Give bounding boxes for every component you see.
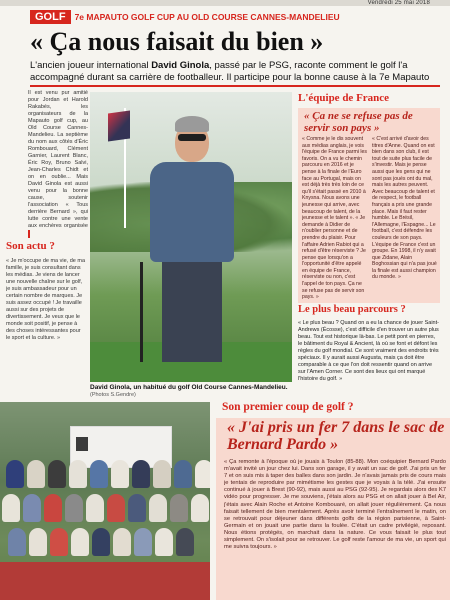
group-person (174, 460, 192, 488)
equipe-france-title: L'équipe de France (298, 92, 390, 104)
group-person (71, 528, 89, 556)
main-photo (90, 92, 292, 382)
group-row-middle (2, 494, 209, 522)
group-person (92, 528, 110, 556)
beau-parcours-title: Le plus beau parcours ? (298, 304, 406, 315)
group-person (134, 528, 152, 556)
group-person (176, 528, 194, 556)
group-photo (0, 402, 210, 600)
son-actu-body: « Je m'occupe de ma vie, de ma famille, je suis consultant dans les médias. Je viens de lancer une nouvelle chaîne sur le golf, je suis ambassadeur pour un certain nombre de marques. Je suis assez occupé ! Je travaille aussi sur des projets de divertissement. Je veux que le monde soit positif, je pense à des choses intéressantes pour le sport et la culture. » (6, 258, 86, 341)
rubric-tag: GOLF (30, 10, 71, 24)
group-person (195, 460, 210, 488)
headline: « Ça nous faisait du bien » (30, 27, 324, 56)
group-person (111, 460, 129, 488)
group-person (29, 528, 47, 556)
group-person (132, 460, 150, 488)
photo-person-legs (162, 257, 222, 362)
intro-text-end: , passé par le PSG, raconte comment le golf l'a accompagné durant sa carrière de footballeur. Il participe pour la bonne cause à la 7e Mapauto (30, 60, 430, 83)
group-person (50, 528, 68, 556)
photo-person-sunglasses (178, 134, 206, 141)
intro-paragraph (30, 60, 435, 83)
section-rubric (30, 10, 340, 24)
group-person (86, 494, 104, 522)
equipe-france-col-a: « Comme je le dis souvent aux médias anglais, je vois l'équipe de France parmi les favoris. On a vu le chemin parcouru en 2016 et je pense à la finale de l'Euro face au Portugal, mais on est déjà très très loin de ce qu'il s'était passé en 2010 à Knysna. Nous avons une jeunesse qui arrive, avec beaucoup de talent, de la jeunesse et le talent ». « Je demande à Didier de n'oublier personne et de prendre du plaisir. Pour l'affaire Adrien Rabiot qui a refusé d'être réserviste ? Je pense que lorsqu'on a l'opportunité d'être appelé en équipe de France, réserviste ou non, c'est l'appel de ton pays. Ça ne se refuse pas de servir son pays. » (302, 136, 367, 301)
left-column-text: Il est venu pur amitié pour Jordan et Harold Rakabés, les organisateurs de la Mapauto golf cup, au Old Course Cannes-Mandelieu. La septième du nom aux côtés d'Éric Rombouard, Clément Garnier, Laurent Blanc, Éric Roy, Bruno Salvi, Jean-Charles Chidt et on en oublie... Mais David Ginola est aussi venu pour la bonne cause, soutenir l'association « Tous derrière Bernard », qui lutte contre une vente aux enchères organisée (28, 90, 88, 229)
premier-coup-title: Son premier coup de golf ? (222, 401, 354, 413)
group-person (113, 528, 131, 556)
photo-caption (90, 384, 292, 398)
photo-person-hair (175, 116, 209, 132)
caption-text: David Ginola, un habitué du golf Old Course Cannes-Mandelieu. (90, 384, 288, 391)
photo-person-shirt (150, 162, 234, 262)
group-person (27, 460, 45, 488)
divider (30, 85, 440, 87)
group-person (69, 460, 87, 488)
beau-parcours-body: « Le plus beau ? Quand on a eu la chance de jouer Saint-Andrews (Écosse), c'est difficile d'en trouver un autre plus beau. Tout est historique là-bas. Le petit pont en pierres, le bâtiment du Royal & Ancient, là où se font et défont les règles du golf mondial. Ce sont vraiment des endroits très spéciaux. Il y aurait aussi Augusta, mais ça doit être comparable à ce que l'on doit ressentir quand on arrive sur l'Amen Corner. Ce sont des lieux qui ont marqué l'histoire du golf. » (298, 320, 439, 382)
group-person (6, 460, 24, 488)
photo-flag (108, 110, 130, 141)
group-person (90, 460, 108, 488)
group-person (155, 528, 173, 556)
premier-coup-quote: « J'ai pris un fer 7 dans le sac de Bernard Pardo » (227, 419, 445, 453)
golf-club (140, 262, 143, 362)
group-person (8, 528, 26, 556)
accent-bar (28, 230, 30, 238)
group-person (44, 494, 62, 522)
premier-coup-body: « Ça remonte à l'époque où je jouais à Toulon (85-88). Mon coéquipier Bernard Pardo m'avait invité un jour chez lui. Dans son garage, il y avait un sac de golf. J'ai pris un fer 7 et on suis mis à taper des balles dans son jardin. Je n'avais jamais pris de cours mais je tentais de reproduire par mimétisme les gestes que je voyais à la télé. J'ai ensuite continué à jouer à Brest (90-92), mais aussi au PSG (92-95). Je regardais alors des K7 vidéo pour progresser. Je me souviens, j'étais alors au PSG et on allait jouer à Bel Air, j'étais avec Alain Roche et Antoine Kombouaré, on allait jouer régulièrement. Ça nous faisait tellement de bien mentalement. Après avoir terminé l'entraînement le matin, on se retrouvait pour déjeuner dans différents golfs de la région parisienne, à Saint-Germain et on jouait une partie dans la foulée. C'était un cadre privilégié, reposant. Nous étions protégés, on marchait dans la nature. Ce vous faisait le plus tout simplement. On s'isolait pour se retrouver. Le golf reste l'amour de ma vie, un sport qui me suivra toujours. » (224, 459, 446, 551)
equipe-france-col-b: « C'est arrivé d'avoir des titres d'Anne. Quand on est bien dans son club, il est tout de suite plus facile de s'investir. Mais je pense aussi que les gens qui ne sont pas joués ont du mal, mais les autres peuvent. Avec beaucoup de talent et de respect, le football français a pris une grande place. Mais il faut rester humble. Le Brésil, l'Allemagne, l'Espagne... Le football, c'est défendre les couleurs de son pays. L'équipe de France c'est un groupe. En 1998, il n'y avait que Zidane, Alain Boghossian qui n'a pas joué la finale est aussi champion du monde. » (372, 136, 437, 281)
red-carpet (0, 562, 210, 600)
photo-credit: (Photos S.Gendre) (90, 392, 136, 398)
group-person (149, 494, 167, 522)
son-actu-title: Son actu ? (6, 240, 55, 252)
group-person (107, 494, 125, 522)
club-crest-icon (76, 437, 88, 451)
equipe-france-quote: « Ça ne se refuse pas de servir son pays » (304, 110, 413, 134)
group-row-back (6, 460, 210, 488)
group-person (153, 460, 171, 488)
group-person (128, 494, 146, 522)
group-person (2, 494, 20, 522)
dateline: Vendredi 25 mai 2018 (367, 0, 430, 6)
group-person (65, 494, 83, 522)
group-person (23, 494, 41, 522)
group-person (191, 494, 209, 522)
intro-text-start: L'ancien joueur international (30, 60, 152, 71)
group-person (170, 494, 188, 522)
group-person (48, 460, 66, 488)
intro-name: David Ginola (151, 60, 210, 71)
group-row-front (8, 528, 194, 556)
rubric-subtitle: 7e MAPAUTO GOLF CUP AU OLD COURSE CANNES-MANDELIEU (74, 12, 340, 22)
